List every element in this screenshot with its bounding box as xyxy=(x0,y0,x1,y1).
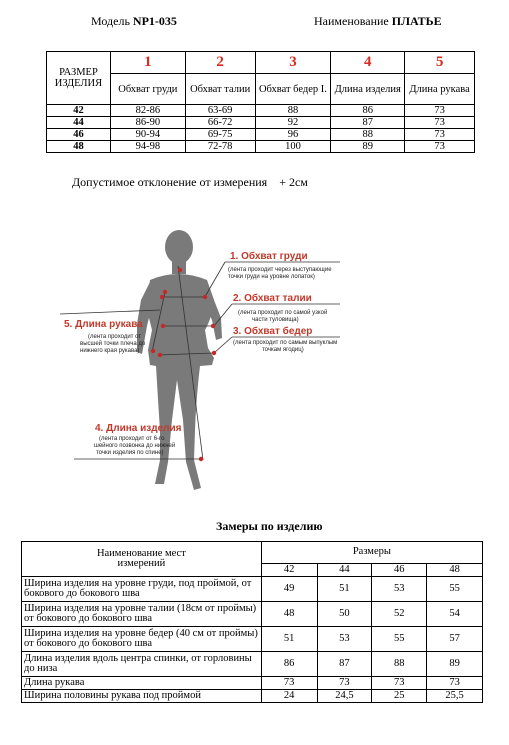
measurements-table xyxy=(21,541,483,703)
col-label: Обхват бедер I. xyxy=(255,74,331,105)
annotation-chest-title: 1. Обхват груди xyxy=(230,251,308,262)
annotation-hips-note: (лента проходит по самым выпуклым xyxy=(233,340,338,346)
measure-value: 86 xyxy=(261,652,317,677)
col-num: 5 xyxy=(405,52,475,74)
size-table xyxy=(46,51,475,153)
value-cell: 72-78 xyxy=(185,141,255,153)
table-row xyxy=(47,105,475,117)
table-row xyxy=(22,690,483,703)
product-name-line xyxy=(314,14,442,29)
measure-value: 24 xyxy=(261,690,317,703)
deviation-text: Допустимое отклонение от измерения xyxy=(72,175,268,189)
table-row xyxy=(47,129,475,141)
annotation-waist-title: 2. Обхват талии xyxy=(233,293,312,304)
table-row xyxy=(47,117,475,129)
table-row xyxy=(22,577,483,602)
annotation-sleeve-note: (лента проходит от xyxy=(88,334,142,340)
value-cell: 94-98 xyxy=(110,141,185,153)
measure-value: 55 xyxy=(427,577,483,602)
measure-value: 57 xyxy=(427,627,483,652)
name-label: Наименование xyxy=(314,14,389,28)
sizes-header: Размеры xyxy=(261,542,482,564)
col-label: Обхват талии xyxy=(185,74,255,105)
measure-value: 73 xyxy=(372,677,427,690)
measure-value: 51 xyxy=(317,577,372,602)
value-cell: 100 xyxy=(255,141,331,153)
value-cell: 89 xyxy=(331,141,405,153)
deviation-note xyxy=(72,175,308,190)
value-cell: 73 xyxy=(405,141,475,153)
value-cell: 82-86 xyxy=(110,105,185,117)
value-cell: 73 xyxy=(405,129,475,141)
measure-label: Ширина половины рукава под проймой xyxy=(22,690,262,703)
measure-value: 53 xyxy=(317,627,372,652)
annotation-length-note: точки изделия по спине) xyxy=(96,450,164,456)
annotation-sleeve-note: нижнего края рукава) xyxy=(80,348,140,354)
measure-label: Ширина изделия на уровне бедер (40 см от проймы) от бокового до бокового шва xyxy=(22,627,262,652)
model-label: Модель xyxy=(91,14,130,28)
table-row xyxy=(22,677,483,690)
measurements-title: Замеры по изделию xyxy=(216,519,323,533)
annotation-sleeve-note: высшей точки плеча до xyxy=(80,341,146,347)
value-cell: 66-72 xyxy=(185,117,255,129)
col-num: 3 xyxy=(255,52,331,74)
value-cell: 69-75 xyxy=(185,129,255,141)
annotation-chest-note: точки груди на уровне лопаток) xyxy=(228,274,315,280)
value-cell: 88 xyxy=(331,129,405,141)
measure-value: 24,5 xyxy=(317,690,372,703)
annotation-hips-note: точкам ягодиц) xyxy=(262,347,304,353)
value-cell: 86 xyxy=(331,105,405,117)
measure-value: 49 xyxy=(261,577,317,602)
measure-value: 53 xyxy=(372,577,427,602)
annotation-length-note: шейного позвонка до нижней xyxy=(94,443,176,449)
value-cell: 87 xyxy=(331,117,405,129)
measure-value: 88 xyxy=(372,652,427,677)
size-col-header: 48 xyxy=(427,564,483,577)
name-value: ПЛАТЬЕ xyxy=(391,14,442,28)
measure-value: 89 xyxy=(427,652,483,677)
measure-value: 48 xyxy=(261,602,317,627)
table-row xyxy=(22,602,483,627)
col-label: Длина изделия xyxy=(331,74,405,105)
value-cell: 88 xyxy=(255,105,331,117)
measure-value: 52 xyxy=(372,602,427,627)
annotation-waist-note: части туловища) xyxy=(252,317,299,323)
measure-value: 50 xyxy=(317,602,372,627)
measure-value: 25 xyxy=(372,690,427,703)
size-cell: 46 xyxy=(47,129,111,141)
body-measurement-figure xyxy=(55,222,365,497)
model-line xyxy=(91,14,177,29)
measure-value: 55 xyxy=(372,627,427,652)
annotation-chest-note: (лента проходит через выступающие xyxy=(228,267,332,273)
annotation-waist-note: (лента проходит по самой узкой xyxy=(238,310,328,316)
size-col-header: 46 xyxy=(372,564,427,577)
measure-value: 51 xyxy=(261,627,317,652)
size-header: РАЗМЕР ИЗДЕЛИЯ xyxy=(47,52,111,105)
size-col-header: 44 xyxy=(317,564,372,577)
measure-label: Длина изделия вдоль центра спинки, от горловины до низа xyxy=(22,652,262,677)
value-cell: 96 xyxy=(255,129,331,141)
size-cell: 48 xyxy=(47,141,111,153)
model-value: NP1-035 xyxy=(132,14,177,28)
value-cell: 92 xyxy=(255,117,331,129)
measure-value: 73 xyxy=(427,677,483,690)
value-cell: 73 xyxy=(405,105,475,117)
size-col-header: 42 xyxy=(261,564,317,577)
value-cell: 86-90 xyxy=(110,117,185,129)
col-num: 1 xyxy=(110,52,185,74)
col-num: 2 xyxy=(185,52,255,74)
deviation-value: + 2см xyxy=(279,175,308,189)
table-row xyxy=(22,652,483,677)
table-row xyxy=(47,141,475,153)
col-num: 4 xyxy=(331,52,405,74)
measure-label: Ширина изделия на уровне груди, под проймой, от бокового до бокового шва xyxy=(22,577,262,602)
size-cell: 44 xyxy=(47,117,111,129)
annotation-sleeve-title: 5. Длина рукава xyxy=(64,319,143,330)
measure-label: Ширина изделия на уровне талии (18см от проймы) от бокового до бокового шва xyxy=(22,602,262,627)
value-cell: 63-69 xyxy=(185,105,255,117)
annotation-length-title: 4. Длина изделия xyxy=(95,423,182,434)
col-label: Длина рукава xyxy=(405,74,475,105)
col-label: Обхват груди xyxy=(110,74,185,105)
measure-value: 25,5 xyxy=(427,690,483,703)
size-cell: 42 xyxy=(47,105,111,117)
measure-value: 73 xyxy=(261,677,317,690)
measure-label: Длина рукава xyxy=(22,677,262,690)
annotation-length-note: (лента проходит от 6-го xyxy=(99,436,165,442)
measure-value: 87 xyxy=(317,652,372,677)
measure-value: 54 xyxy=(427,602,483,627)
measure-value: 73 xyxy=(317,677,372,690)
table-row xyxy=(22,627,483,652)
value-cell: 73 xyxy=(405,117,475,129)
name-header: Наименование мест измерений xyxy=(22,542,262,577)
value-cell: 90-94 xyxy=(110,129,185,141)
annotation-hips-title: 3. Обхват бедер xyxy=(233,326,313,337)
